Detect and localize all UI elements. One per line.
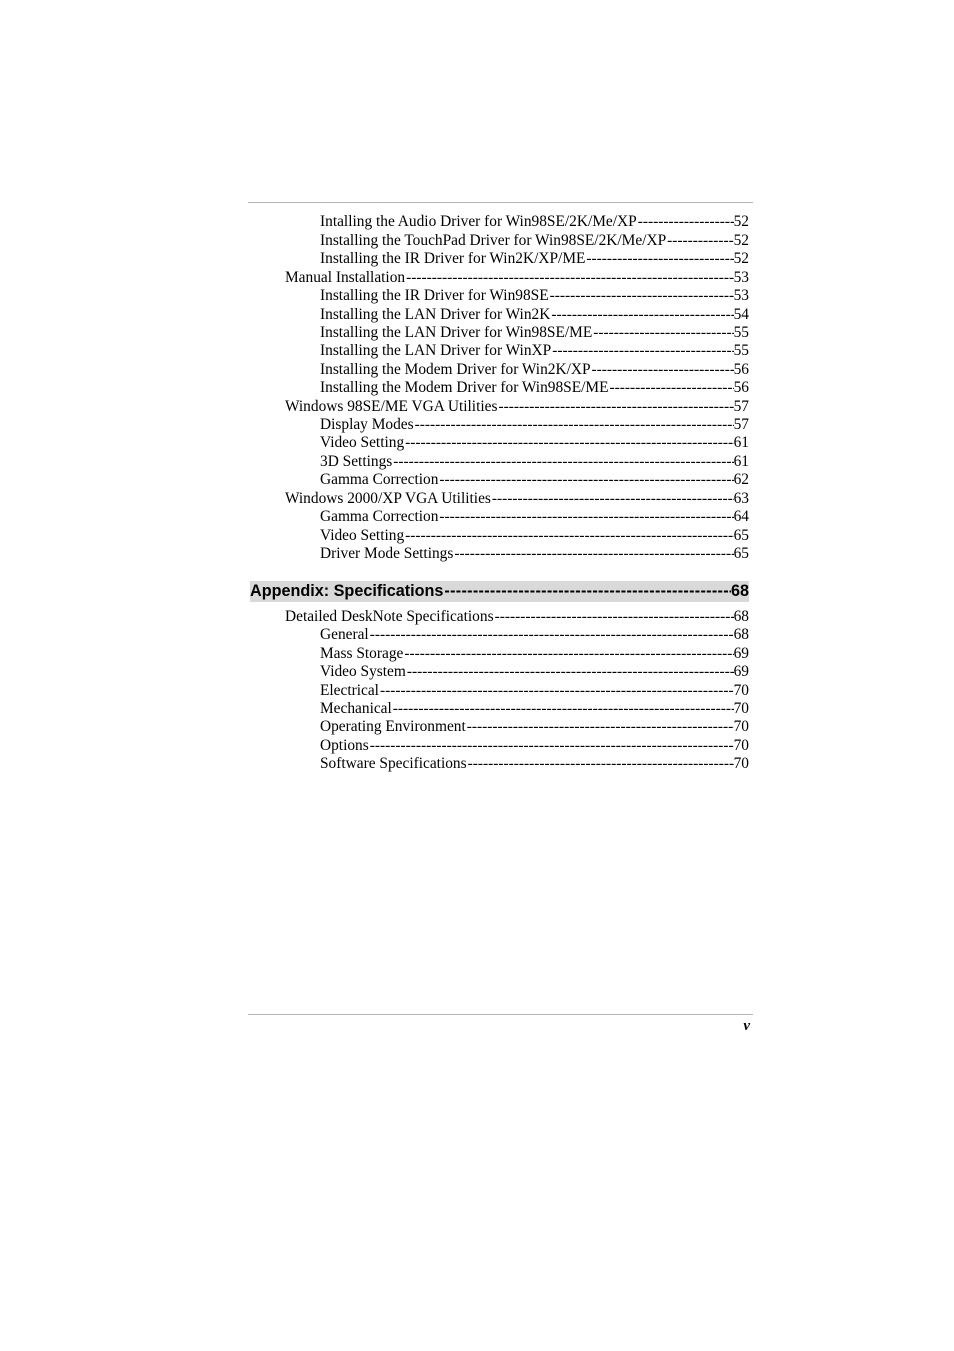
toc-entry[interactable] <box>320 415 749 434</box>
toc-entry-page: 70 <box>733 700 749 717</box>
toc-entry-title: Installing the LAN Driver for Win2K <box>320 306 551 323</box>
toc-entry-page: 57 <box>733 416 749 433</box>
toc-entry[interactable] <box>320 717 749 736</box>
toc-entry-page: 70 <box>733 682 749 699</box>
toc-leader <box>609 378 733 397</box>
toc-entry[interactable] <box>320 360 749 379</box>
toc-entry[interactable] <box>320 378 749 397</box>
toc-entry[interactable] <box>320 544 749 563</box>
toc-entry[interactable] <box>320 507 749 526</box>
toc-entry-title: Gamma Correction <box>320 508 439 525</box>
toc-entry-page: 68 <box>730 582 749 600</box>
top-rule <box>248 202 753 203</box>
toc-entry-title: Detailed DeskNote Specifications <box>285 608 494 625</box>
toc-entry-title: Installing the TouchPad Driver for Win98SE/2K/Me/XP <box>320 232 667 249</box>
toc-entry[interactable] <box>320 662 749 681</box>
toc-entry-title: Electrical <box>320 682 379 699</box>
toc-entry[interactable] <box>320 286 749 305</box>
toc-leader <box>550 286 734 305</box>
toc-entry[interactable] <box>285 489 749 508</box>
toc-entry-title: Operating Environment <box>320 718 466 735</box>
toc-entry-title: Windows 98SE/ME VGA Utilities <box>285 398 498 415</box>
toc-leader <box>393 699 734 718</box>
toc-entry-page: 62 <box>733 471 749 488</box>
toc-entry[interactable] <box>320 249 749 268</box>
toc-appendix-heading[interactable] <box>250 581 749 602</box>
toc-entry-page: 53 <box>733 269 749 286</box>
toc-entry-title: Windows 2000/XP VGA Utilities <box>285 490 491 507</box>
toc-leader <box>405 526 733 545</box>
toc-entry-page: 70 <box>733 718 749 735</box>
toc-leader <box>370 625 734 644</box>
toc-entry-title: Options <box>320 737 369 754</box>
toc-leader <box>415 415 734 434</box>
toc-leader <box>380 681 734 700</box>
toc-entry-title: Installing the Modem Driver for Win98SE/ME <box>320 379 609 396</box>
toc-leader <box>552 341 733 360</box>
toc-leader <box>638 212 734 231</box>
toc-leader <box>467 717 734 736</box>
toc-leader <box>498 397 733 416</box>
toc-entry-page: 65 <box>733 527 749 544</box>
toc-leader <box>667 231 733 250</box>
toc-leader <box>551 305 733 324</box>
toc-entry[interactable] <box>320 341 749 360</box>
toc-leader <box>495 607 734 626</box>
page-number: v <box>743 1018 750 1034</box>
toc-entry-title: Video Setting <box>320 434 405 451</box>
toc-entry-page: 56 <box>733 361 749 378</box>
toc-entry[interactable] <box>320 231 749 250</box>
toc-entry-title: Installing the Modem Driver for Win2K/XP <box>320 361 591 378</box>
toc-leader <box>405 433 733 452</box>
toc-entry-page: 69 <box>733 645 749 662</box>
toc-entry-page: 56 <box>733 379 749 396</box>
toc-entry[interactable] <box>320 625 749 644</box>
toc-entry-page: 64 <box>733 508 749 525</box>
toc-entry[interactable] <box>320 681 749 700</box>
toc-entry-page: 53 <box>733 287 749 304</box>
toc-entry-title: 3D Settings <box>320 453 393 470</box>
toc-entry-page: 70 <box>733 737 749 754</box>
toc-entry[interactable] <box>320 470 749 489</box>
toc-entry-page: 70 <box>733 755 749 772</box>
toc-entry-title: Mass Storage <box>320 645 404 662</box>
toc-entry[interactable] <box>285 397 749 416</box>
toc-leader <box>492 489 734 508</box>
toc-entry[interactable] <box>320 754 749 773</box>
toc-entry-title: Gamma Correction <box>320 471 439 488</box>
toc-leader <box>468 754 734 773</box>
toc-leader <box>370 736 734 755</box>
toc-entry-title: Software Specifications <box>320 755 467 772</box>
toc-entry[interactable] <box>320 212 749 231</box>
toc-entry-title: Driver Mode Settings <box>320 545 454 562</box>
toc-entry-title: Video Setting <box>320 527 405 544</box>
toc-entry[interactable] <box>320 699 749 718</box>
toc-entry-page: 54 <box>733 306 749 323</box>
toc-entry-title: Installing the LAN Driver for Win98SE/ME <box>320 324 593 341</box>
toc-leader <box>393 452 733 471</box>
toc-entry-page: 52 <box>733 213 749 230</box>
toc-entry-page: 55 <box>733 342 749 359</box>
toc-entry-page: 55 <box>733 324 749 341</box>
toc-leader <box>406 268 734 287</box>
toc-entry-title: Display Modes <box>320 416 414 433</box>
toc-entry-page: 61 <box>733 453 749 470</box>
toc-entry-title: Installing the IR Driver for Win98SE <box>320 287 549 304</box>
toc-entry-page: 63 <box>733 490 749 507</box>
toc-entry[interactable] <box>320 323 749 342</box>
toc-entry-page: 65 <box>733 545 749 562</box>
toc-entry-title: Installing the IR Driver for Win2K/XP/ME <box>320 250 586 267</box>
toc-entry-page: 69 <box>733 663 749 680</box>
toc-entry-page: 68 <box>733 626 749 643</box>
toc-entry[interactable] <box>320 644 749 663</box>
toc-leader <box>404 644 733 663</box>
toc-entry[interactable] <box>320 452 749 471</box>
toc-leader <box>586 249 733 268</box>
toc-leader <box>439 470 733 489</box>
toc-entry[interactable] <box>320 433 749 452</box>
toc-entry-page: 57 <box>733 398 749 415</box>
toc-entry[interactable] <box>320 526 749 545</box>
toc-entry-title: General <box>320 626 369 643</box>
toc-entry[interactable] <box>285 607 749 626</box>
bottom-rule <box>248 1014 753 1015</box>
toc-entry-page: 61 <box>733 434 749 451</box>
toc-leader <box>439 507 733 526</box>
toc-entry[interactable] <box>320 736 749 755</box>
toc-entry-page: 52 <box>733 250 749 267</box>
toc-entry-title: Intalling the Audio Driver for Win98SE/2K/Me/XP <box>320 213 637 230</box>
toc-leader <box>444 581 731 602</box>
toc-entry[interactable] <box>320 305 749 324</box>
toc-entry-title: Mechanical <box>320 700 392 717</box>
toc-entry-title: Appendix: Specifications <box>250 582 444 600</box>
toc-entry-title: Video System <box>320 663 406 680</box>
toc-entry-title: Installing the LAN Driver for WinXP <box>320 342 552 359</box>
toc-entry[interactable] <box>285 268 749 287</box>
toc-entry-page: 68 <box>733 608 749 625</box>
toc-leader <box>593 323 733 342</box>
toc-entry-page: 52 <box>733 232 749 249</box>
toc-leader <box>407 662 734 681</box>
toc-leader <box>592 360 734 379</box>
toc-leader <box>454 544 733 563</box>
toc-entry-title: Manual Installation <box>285 269 406 286</box>
